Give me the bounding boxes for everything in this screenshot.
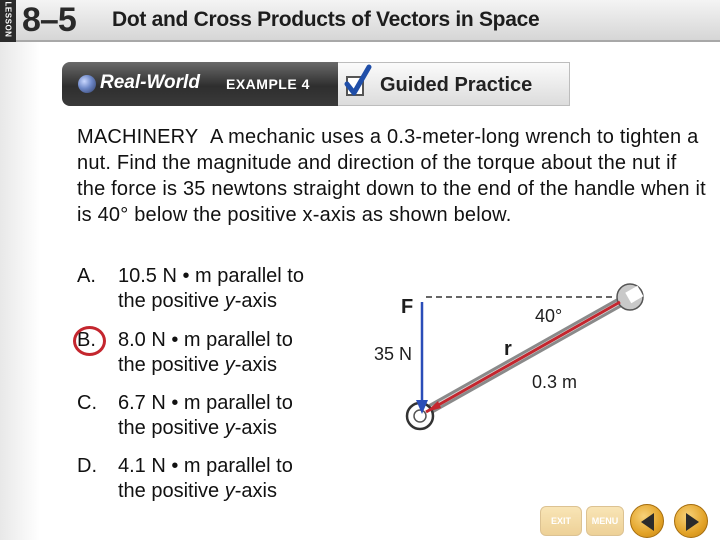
choice-text-line2: the positive y-axis [118, 480, 277, 502]
choice-letter: B. [77, 329, 96, 351]
force-value-label: 35 N [374, 344, 413, 364]
nut [414, 410, 426, 422]
choice-text: 4.1 N • m parallel to [118, 455, 293, 477]
example-label: EXAMPLE 4 [226, 76, 310, 92]
choice-letter: C. [77, 392, 97, 414]
right-arrow-icon [675, 505, 709, 539]
lesson-header [0, 0, 720, 42]
choice-text-line2: the positive y-axis [118, 354, 277, 376]
problem-keyword: MACHINERY [77, 126, 199, 148]
r-vector-line [426, 302, 620, 412]
choice-letter: D. [77, 455, 97, 477]
length-label: 0.3 m [532, 372, 578, 392]
left-arrow-icon [631, 505, 665, 539]
guided-practice-label: Guided Practice [380, 74, 533, 96]
menu-button[interactable]: MENU [586, 506, 624, 536]
exit-button[interactable]: EXIT [540, 506, 582, 536]
choice-text: 6.7 N • m parallel to [118, 392, 293, 414]
force-label: F [401, 296, 414, 318]
selected-answer-ring [73, 326, 106, 356]
problem-text: A mechanic uses a 0.3-meter-long wrench to tighten a nut. Find the magnitude and direction of the torque about the nut if the force is 35 newtons straight down to the end of the handle when it is 40° below the positive x-axis as shown below. [77, 126, 706, 226]
choice-text: 8.0 N • m parallel to [118, 329, 293, 351]
wrench-diagram [370, 282, 660, 447]
choice-text-line2: the positive y-axis [118, 417, 277, 439]
choice-letter: A. [77, 265, 96, 287]
real-world-label: Real-World [100, 72, 200, 93]
problem-statement [77, 124, 707, 228]
angle-label: 40° [535, 306, 563, 326]
next-button[interactable] [674, 504, 708, 538]
checkmark-icon [342, 64, 372, 98]
choice-text: 10.5 N • m parallel to [118, 265, 304, 287]
lesson-title: Dot and Cross Products of Vectors in Space [112, 8, 540, 31]
lesson-label: LESSON [3, 1, 13, 38]
r-label: r [504, 338, 512, 360]
previous-button[interactable] [630, 504, 664, 538]
wrench-figure [370, 282, 660, 442]
choice-text-line2: the positive y-axis [118, 290, 277, 312]
globe-icon [78, 75, 96, 93]
lesson-number: 8–5 [22, 1, 76, 39]
lesson-strip [0, 0, 16, 42]
